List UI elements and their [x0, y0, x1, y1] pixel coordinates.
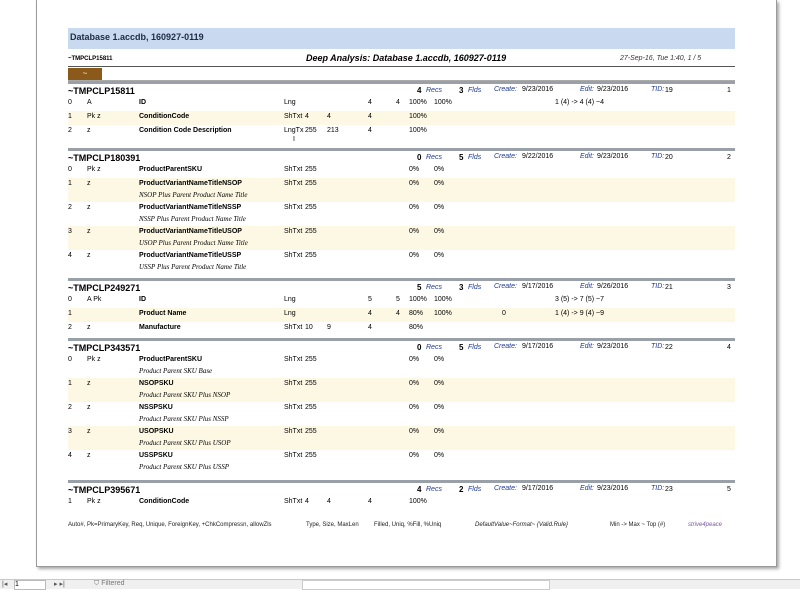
field-name: USSPSKU — [139, 452, 173, 459]
field-key-flags: z — [87, 127, 91, 134]
field-pct-unique: 0% — [434, 380, 445, 387]
field-pct-unique: 100% — [434, 99, 452, 106]
field-type: ShTxt — [284, 228, 303, 235]
section-divider — [68, 278, 735, 281]
flds-label: Flds — [468, 154, 482, 161]
field-pct-unique: 0% — [434, 166, 445, 173]
field-filled: 4 — [368, 310, 372, 317]
edit-date: 9/26/2016 — [597, 283, 629, 290]
field-key-flags: z — [87, 252, 91, 259]
field-maxlen: 9 — [327, 324, 331, 331]
table-name: ~TMPCLP343571 — [68, 343, 141, 353]
field-type: ShTxt — [284, 113, 303, 120]
table-number: 3 — [727, 284, 731, 291]
edit-label: Edit: — [580, 283, 595, 290]
field-maxlen: 213 — [327, 127, 339, 134]
field-type: ShTxt — [284, 380, 303, 387]
create-date: 9/17/2016 — [522, 283, 554, 290]
footer-legend-fill: Filled, Uniq, %Fill, %Uniq — [374, 522, 442, 528]
field-name: ProductVariantNameTitleUSSP — [139, 252, 242, 259]
field-size: 255 — [305, 166, 317, 173]
field-type: ShTxt — [284, 428, 303, 435]
recs-label: Recs — [426, 486, 442, 493]
field-type: Lng — [284, 99, 296, 106]
field-pct-unique: 0% — [434, 452, 445, 459]
filter-indicator[interactable] — [94, 580, 125, 588]
field-count: 3 — [459, 283, 464, 292]
field-filled: 4 — [368, 113, 372, 120]
field-size: 255 — [305, 380, 317, 387]
field-size: 255 — [305, 252, 317, 259]
field-key-flags: z — [87, 452, 91, 459]
field-unique: 4 — [396, 310, 400, 317]
field-size: 10 — [305, 324, 313, 331]
field-type: ShTxt — [284, 404, 303, 411]
field-pct-fill: 0% — [409, 252, 420, 259]
field-type: ShTxt — [284, 166, 303, 173]
field-pct-fill: 0% — [409, 228, 420, 235]
record-count: 0 — [417, 343, 422, 352]
table-number: 1 — [727, 87, 731, 94]
field-pct-fill: 100% — [409, 113, 427, 120]
edit-label: Edit: — [580, 153, 595, 160]
field-size: 255 — [305, 452, 317, 459]
table-name: ~TMPCLP15811 — [68, 86, 135, 96]
field-pct-fill: 80% — [409, 310, 424, 317]
field-pct-fill: 0% — [409, 428, 420, 435]
field-index: 1 — [68, 180, 72, 187]
field-key-flags: z — [87, 428, 91, 435]
field-name: ID — [139, 296, 146, 303]
edit-date: 9/23/2016 — [597, 153, 629, 160]
field-maxlen: 4 — [327, 498, 331, 505]
table-name: ~TMPCLP180391 — [68, 153, 141, 163]
field-description: USOP Plus Parent Product Name Title — [139, 239, 248, 247]
tid-label: TID: — [651, 283, 665, 290]
field-description: Product Parent SKU Plus USSP — [139, 463, 230, 471]
field-index: 4 — [68, 252, 72, 259]
field-pct-fill: 80% — [409, 324, 424, 331]
field-unique: 5 — [396, 296, 400, 303]
field-pct-fill: 0% — [409, 356, 420, 363]
table-number: 5 — [727, 486, 731, 493]
create-label: Create: — [494, 485, 517, 492]
field-name: ProductVariantNameTitleUSOP — [139, 228, 242, 235]
tid-label: TID: — [651, 86, 665, 93]
field-description: NSSP Plus Parent Product Name Title — [139, 215, 246, 223]
field-name: ID — [139, 99, 146, 106]
record-count: 0 — [417, 153, 422, 162]
recs-label: Recs — [426, 344, 442, 351]
field-count: 5 — [459, 343, 464, 352]
filter-icon: ⛉ — [94, 580, 100, 587]
field-min-max: 1 (4) -> 4 (4) ~4 — [555, 99, 605, 106]
field-name: ProductParentSKU — [139, 166, 203, 173]
field-name: ProductVariantNameTitleNSOP — [139, 180, 242, 187]
field-name: Product Name — [139, 310, 187, 317]
field-name: NSOPSKU — [139, 380, 174, 387]
field-description: Product Parent SKU Plus NSOP — [139, 391, 231, 399]
header-divider — [68, 66, 735, 67]
field-size: 255 — [305, 204, 317, 211]
recs-label: Recs — [426, 87, 442, 94]
section-divider — [68, 81, 735, 84]
field-key-flags: Pk z — [87, 356, 101, 363]
field-size: 4 — [305, 498, 309, 505]
page-header-table-name: ~TMPCLP15811 — [68, 56, 113, 62]
field-min-max: 3 (5) -> 7 (5) ~7 — [555, 296, 605, 303]
field-pct-fill: 0% — [409, 180, 420, 187]
field-min-max: 1 (4) -> 9 (4) ~9 — [555, 310, 605, 317]
footer-legend-keys: Auto#, Pk=PrimaryKey, Req, Unique, ForeignKey, +ChkCompressn, allowZls — [68, 522, 272, 528]
field-default: 0 — [502, 310, 506, 317]
field-size: 255 — [305, 180, 317, 187]
field-key-flags: z — [87, 404, 91, 411]
field-pct-fill: 100% — [409, 498, 427, 505]
report-page — [36, 0, 777, 567]
field-index: 1 — [68, 380, 72, 387]
page-header-date-page: 27-Sep-16, Tue 1:40, 1 / 5 — [620, 55, 702, 62]
field-count: 3 — [459, 86, 464, 95]
record-count: 4 — [417, 86, 422, 95]
field-pct-unique: 0% — [434, 356, 445, 363]
record-count: 4 — [417, 485, 422, 494]
footer-legend-minmax: Min -> Max ~ Top (#) — [610, 522, 666, 528]
field-index: 2 — [68, 404, 72, 411]
field-name: ProductParentSKU — [139, 356, 203, 363]
field-pct-unique: 100% — [434, 310, 452, 317]
field-size: 255 — [305, 228, 317, 235]
field-pct-fill: 0% — [409, 404, 420, 411]
field-pct-unique: 0% — [434, 204, 445, 211]
field-type: LngTx — [284, 127, 304, 134]
field-pct-unique: 0% — [434, 404, 445, 411]
report-title: Database 1.accdb, 160927-0119 — [70, 32, 204, 42]
create-label: Create: — [494, 153, 517, 160]
field-description: Product Parent SKU Plus USOP — [139, 439, 231, 447]
field-description: Product Parent SKU Plus NSSP — [139, 415, 229, 423]
field-index: 0 — [68, 166, 72, 173]
create-date: 9/22/2016 — [522, 153, 554, 160]
first-record-button[interactable]: |◂ — [2, 581, 8, 588]
table-number: 4 — [727, 344, 731, 351]
field-type: ShTxt — [284, 356, 303, 363]
field-type: ShTxt — [284, 324, 303, 331]
field-count: 5 — [459, 153, 464, 162]
edit-date: 9/23/2016 — [597, 343, 629, 350]
edit-label: Edit: — [580, 485, 595, 492]
field-type: Lng — [284, 296, 296, 303]
record-number-input[interactable]: 1 — [14, 580, 46, 590]
field-count: 2 — [459, 485, 464, 494]
field-type: ShTxt — [284, 180, 303, 187]
field-filled: 4 — [368, 324, 372, 331]
footer-legend-default: DefaultValue~Format~ {Valid.Rule} — [475, 522, 568, 528]
table-id: 22 — [665, 344, 673, 351]
field-filled: 5 — [368, 296, 372, 303]
field-type: ShTxt — [284, 498, 303, 505]
field-key-flags: A Pk — [87, 296, 102, 303]
edit-date: 9/23/2016 — [597, 86, 629, 93]
record-count: 5 — [417, 283, 422, 292]
table-id: 21 — [665, 284, 673, 291]
field-extra-marker: I — [293, 136, 295, 143]
field-key-flags: z — [87, 324, 91, 331]
field-pct-unique: 0% — [434, 180, 445, 187]
flds-label: Flds — [468, 486, 482, 493]
field-index: 0 — [68, 356, 72, 363]
field-pct-unique: 0% — [434, 252, 445, 259]
field-key-flags: Pk z — [87, 166, 101, 173]
field-pct-fill: 100% — [409, 127, 427, 134]
recs-label: Recs — [426, 154, 442, 161]
next-record-button[interactable]: ▸ ▸| — [54, 581, 65, 588]
field-maxlen: 4 — [327, 113, 331, 120]
field-description: NSOP Plus Parent Product Name Title — [139, 191, 248, 199]
flds-label: Flds — [468, 87, 482, 94]
field-pct-unique: 100% — [434, 296, 452, 303]
recs-label: Recs — [426, 284, 442, 291]
field-unique: 4 — [396, 99, 400, 106]
table-number: 2 — [727, 154, 731, 161]
table-id: 23 — [665, 486, 673, 493]
field-pct-fill: 0% — [409, 380, 420, 387]
create-label: Create: — [494, 343, 517, 350]
field-index: 3 — [68, 228, 72, 235]
field-key-flags: z — [87, 228, 91, 235]
horizontal-scrollbar[interactable] — [302, 580, 550, 590]
field-name: ConditionCode — [139, 113, 190, 120]
field-type: Lng — [284, 310, 296, 317]
footer-brand: strive4peace — [688, 522, 723, 528]
field-filled: 4 — [368, 127, 372, 134]
edit-label: Edit: — [580, 86, 595, 93]
field-pct-unique: 0% — [434, 228, 445, 235]
field-index: 2 — [68, 324, 72, 331]
field-key-flags: Pk z — [87, 498, 101, 505]
field-index: 2 — [68, 204, 72, 211]
report-title-bar — [68, 28, 735, 49]
edit-label: Edit: — [580, 343, 595, 350]
field-index: 1 — [68, 113, 72, 120]
field-type: ShTxt — [284, 204, 303, 211]
field-name: USOPSKU — [139, 428, 174, 435]
field-index: 4 — [68, 452, 72, 459]
field-key-flags: z — [87, 204, 91, 211]
field-index: 3 — [68, 428, 72, 435]
field-index: 1 — [68, 310, 72, 317]
field-size: 4 — [305, 113, 309, 120]
table-id: 20 — [665, 154, 673, 161]
field-name: Manufacture — [139, 324, 181, 331]
field-name: ProductVariantNameTitleNSSP — [139, 204, 242, 211]
field-name: ConditionCode — [139, 498, 190, 505]
tid-label: TID: — [651, 343, 665, 350]
create-date: 9/23/2016 — [522, 86, 554, 93]
flds-label: Flds — [468, 284, 482, 291]
field-filled: 4 — [368, 498, 372, 505]
field-pct-fill: 0% — [409, 166, 420, 173]
edit-date: 9/23/2016 — [597, 485, 629, 492]
field-size: 255 — [305, 404, 317, 411]
field-pct-fill: 100% — [409, 99, 427, 106]
create-label: Create: — [494, 86, 517, 93]
field-pct-fill: 100% — [409, 296, 427, 303]
field-key-flags: Pk z — [87, 113, 101, 120]
section-divider — [68, 480, 735, 483]
filter-label: Filtered — [101, 580, 125, 587]
field-type: ShTxt — [284, 452, 303, 459]
field-name: NSSPSKU — [139, 404, 173, 411]
table-id: 19 — [665, 87, 673, 94]
field-key-flags: A — [87, 99, 92, 106]
field-key-flags: z — [87, 180, 91, 187]
field-index: 0 — [68, 296, 72, 303]
field-size: 255 — [305, 127, 317, 134]
field-key-flags: z — [87, 380, 91, 387]
field-index: 2 — [68, 127, 72, 134]
flds-label: Flds — [468, 344, 482, 351]
field-description: Product Parent SKU Base — [139, 367, 213, 375]
table-name: ~TMPCLP249271 — [68, 283, 141, 293]
section-divider — [68, 148, 735, 151]
create-date: 9/17/2016 — [522, 485, 554, 492]
field-size: 255 — [305, 428, 317, 435]
table-name: ~TMPCLP395671 — [68, 485, 141, 495]
group-tab: ~ — [68, 68, 102, 80]
create-label: Create: — [494, 283, 517, 290]
field-pct-unique: 0% — [434, 428, 445, 435]
field-index: 1 — [68, 498, 72, 505]
tid-label: TID: — [651, 485, 665, 492]
field-size: 255 — [305, 356, 317, 363]
field-description: USSP Plus Parent Product Name Title — [139, 263, 247, 271]
section-divider — [68, 338, 735, 341]
create-date: 9/17/2016 — [522, 343, 554, 350]
field-filled: 4 — [368, 99, 372, 106]
field-type: ShTxt — [284, 252, 303, 259]
tid-label: TID: — [651, 153, 665, 160]
field-name: Condition Code Description — [139, 127, 232, 134]
field-index: 0 — [68, 99, 72, 106]
field-pct-fill: 0% — [409, 204, 420, 211]
footer-legend-type: Type, Size, MaxLen — [306, 522, 359, 528]
page-header-title: Deep Analysis: Database 1.accdb, 160927-0119 — [306, 53, 507, 63]
field-pct-fill: 0% — [409, 452, 420, 459]
